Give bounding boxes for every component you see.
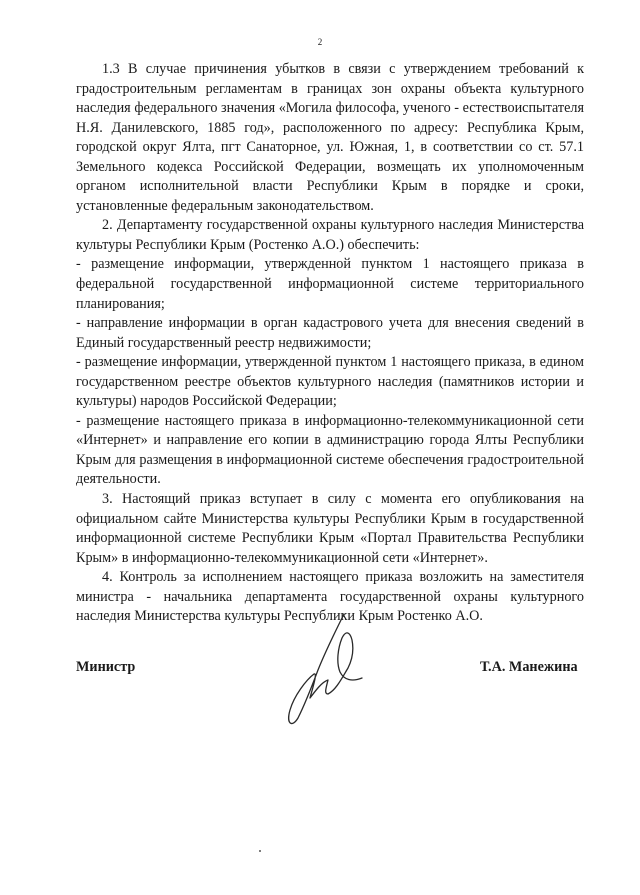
paragraph-3: 3. Настоящий приказ вступает в силу с момента его опубликования на официальном сайте Министерства культуры Республики Крым в государственной информационной системе Республики Крым «Портал Правительства Республики Крым» в информационно-телекоммуникационной сети «Интернет». [76,491,584,566]
list-item-internet: - размещение настоящего приказа в информационно-телекоммуникационной сети «Интернет» и направление его копии в администрацию города Ялты Республики Крым для размещения в информационной системе обеспечения градостроительной деятельности. [76,412,584,488]
list-item-registry: - размещение информации, утвержденной пунктом 1 настоящего приказа, в едином государственном реестре объектов культурного наследия (памятников истории и культуры) народов Российской Федерации; [76,354,584,410]
document-body [76,60,584,627]
signatory-name: Т.А. Манежина [480,659,578,675]
handwritten-signature [282,610,372,730]
page-number: 2 [317,37,323,47]
paragraph-4: 4. Контроль за исполнением настоящего приказа возложить на заместителя министра - начальника департамента государственной охраны культурного наследия Министерства культуры Республики Крым Ростенко А.О. [76,569,584,625]
paragraph-1-3: 1.3 В случае причинения убытков в связи с утверждением требований к градостроительным регламентам в границах зон охраны объекта культурного наследия федерального значения «Могила философа, ученого - естествоиспытателя Н.Я. Данилевского, 1885 год», расположенного по адресу: Республика Крым, городской округ Ялта, пгт Санаторное, ул. Южная, 1, в соответствии со ст. 57.1 Земельного кодекса Российской Федерации, возмещать их уполномоченным органом исполнительной власти Республики Крым в порядке и сроки, установленные федеральным законодательством. [76,61,584,214]
list-item-fgis: - размещение информации, утвержденной пунктом 1 настоящего приказа в федеральной государственной информационной системе территориального планирования; [76,256,584,312]
signatory-title: Министр [76,659,136,675]
scan-speck [259,850,261,852]
list-item-cadastre: - направление информации в орган кадастрового учета для внесения сведений в Единый государственный реестр недвижимости; [76,315,584,351]
paragraph-2: 2. Департаменту государственной охраны культурного наследия Министерства культуры Республики Крым (Ростенко А.О.) обеспечить: [76,217,584,253]
